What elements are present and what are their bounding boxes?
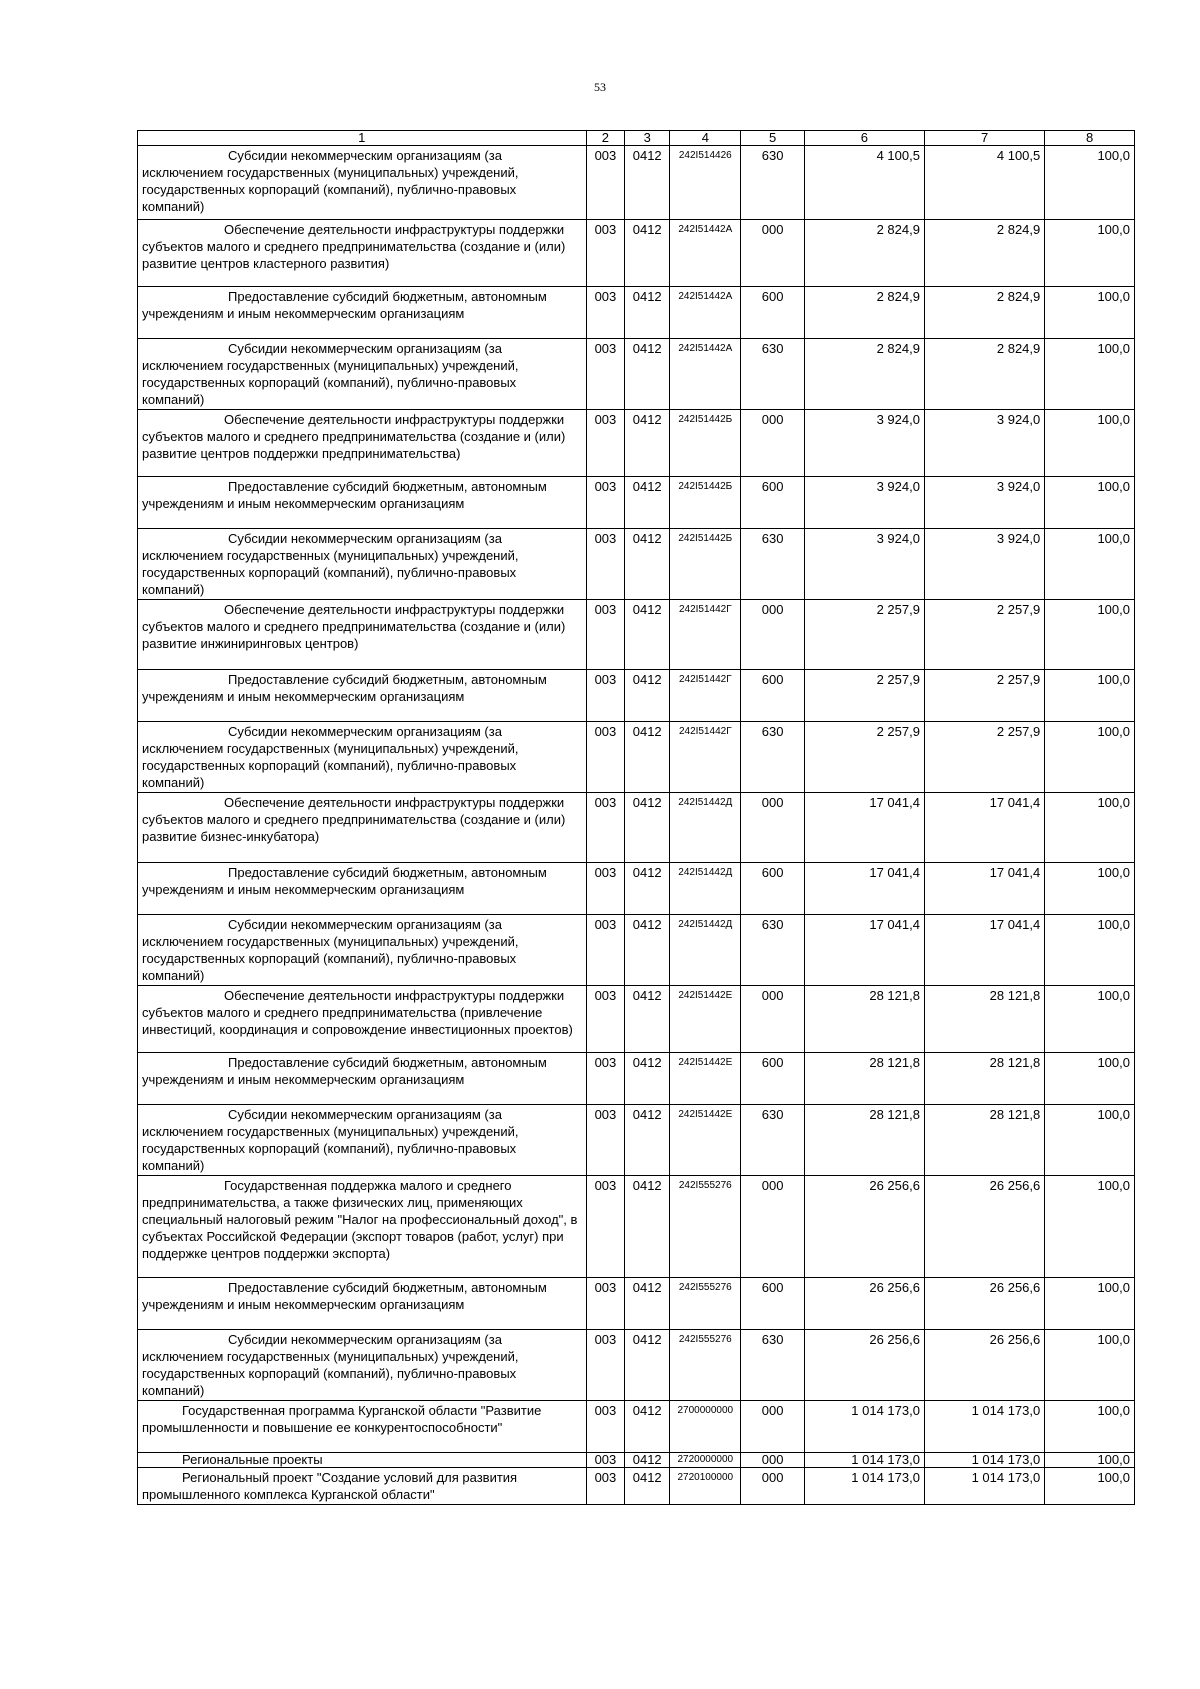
row-actual-cell: 3 924,0	[924, 477, 1044, 529]
row-target-code-cell: 242I51442Д	[670, 793, 741, 863]
row-section-cell: 0412	[625, 529, 670, 600]
row-actual-cell: 26 256,6	[924, 1176, 1044, 1278]
row-section-cell: 0412	[625, 986, 670, 1053]
row-plan-cell: 17 041,4	[804, 793, 924, 863]
row-section-cell: 0412	[625, 287, 670, 339]
table-row	[138, 1053, 1135, 1105]
row-percent-cell: 100,0	[1045, 146, 1135, 220]
table-row	[138, 1278, 1135, 1330]
table-row	[138, 1330, 1135, 1401]
row-name-cell: Предоставление субсидий бюджетным, автономным учреждениям и иным некоммерческим организациям	[138, 1053, 587, 1105]
row-target-code-cell: 242I51442Б	[670, 477, 741, 529]
row-actual-cell: 28 121,8	[924, 986, 1044, 1053]
row-code-cell: 003	[586, 1330, 625, 1401]
row-plan-cell: 2 257,9	[804, 600, 924, 670]
row-expense-type-cell: 000	[741, 220, 804, 287]
row-plan-cell: 3 924,0	[804, 410, 924, 477]
row-percent-cell: 100,0	[1045, 722, 1135, 793]
row-expense-type-cell: 000	[741, 986, 804, 1053]
table-row	[138, 287, 1135, 339]
row-expense-type-cell: 600	[741, 477, 804, 529]
row-name-cell: Предоставление субсидий бюджетным, автономным учреждениям и иным некоммерческим организациям	[138, 1278, 587, 1330]
row-target-code-cell: 242I51442A	[670, 287, 741, 339]
row-target-code-cell: 242I51442Г	[670, 722, 741, 793]
table-row	[138, 793, 1135, 863]
row-target-code-cell: 242I51442Б	[670, 410, 741, 477]
row-section-cell: 0412	[625, 146, 670, 220]
row-code-cell: 003	[586, 1053, 625, 1105]
row-expense-type-cell: 000	[741, 600, 804, 670]
row-section-cell: 0412	[625, 1105, 670, 1176]
row-code-cell: 003	[586, 670, 625, 722]
row-percent-cell: 100,0	[1045, 1468, 1135, 1505]
table-row	[138, 670, 1135, 722]
row-expense-type-cell: 630	[741, 1105, 804, 1176]
row-percent-cell: 100,0	[1045, 1176, 1135, 1278]
row-percent-cell: 100,0	[1045, 1053, 1135, 1105]
row-section-cell: 0412	[625, 793, 670, 863]
row-plan-cell: 17 041,4	[804, 915, 924, 986]
row-percent-cell: 100,0	[1045, 1401, 1135, 1453]
row-target-code-cell: 242I555276	[670, 1330, 741, 1401]
row-target-code-cell: 242I514426	[670, 146, 741, 220]
row-expense-type-cell: 600	[741, 863, 804, 915]
table-row	[138, 410, 1135, 477]
page-number: 53	[594, 80, 606, 94]
row-actual-cell: 2 257,9	[924, 670, 1044, 722]
row-code-cell: 003	[586, 220, 625, 287]
row-name-cell: Региональный проект "Создание условий для развития промышленного комплекса Курганской области"	[138, 1468, 587, 1505]
row-section-cell: 0412	[625, 863, 670, 915]
header-cell: 2	[586, 131, 625, 146]
row-name-cell: Субсидии некоммерческим организациям (за исключением государственных (муниципальных) учреждений, государственных корпораций (компаний), публично-правовых компаний)	[138, 529, 587, 600]
header-cell: 8	[1045, 131, 1135, 146]
row-section-cell: 0412	[625, 1053, 670, 1105]
row-percent-cell: 100,0	[1045, 863, 1135, 915]
row-code-cell: 003	[586, 986, 625, 1053]
header-cell: 1	[138, 131, 587, 146]
row-name-cell: Государственная программа Курганской области "Развитие промышленности и повышение ее конкурентоспособности"	[138, 1401, 587, 1453]
row-percent-cell: 100,0	[1045, 529, 1135, 600]
row-name-cell: Субсидии некоммерческим организациям (за исключением государственных (муниципальных) учреждений, государственных корпораций (компаний), публично-правовых компаний)	[138, 339, 587, 410]
row-percent-cell: 100,0	[1045, 600, 1135, 670]
row-code-cell: 003	[586, 863, 625, 915]
row-name-cell: Субсидии некоммерческим организациям (за исключением государственных (муниципальных) учреждений, государственных корпораций (компаний), публично-правовых компаний)	[138, 722, 587, 793]
row-actual-cell: 17 041,4	[924, 915, 1044, 986]
row-expense-type-cell: 630	[741, 339, 804, 410]
row-expense-type-cell: 630	[741, 529, 804, 600]
row-plan-cell: 2 257,9	[804, 722, 924, 793]
row-actual-cell: 1 014 173,0	[924, 1401, 1044, 1453]
row-code-cell: 003	[586, 529, 625, 600]
table-row	[138, 529, 1135, 600]
row-percent-cell: 100,0	[1045, 339, 1135, 410]
row-section-cell: 0412	[625, 1453, 670, 1468]
row-plan-cell: 28 121,8	[804, 1053, 924, 1105]
table-row	[138, 146, 1135, 220]
row-target-code-cell: 242I51442A	[670, 220, 741, 287]
row-section-cell: 0412	[625, 1278, 670, 1330]
row-plan-cell: 2 824,9	[804, 287, 924, 339]
row-expense-type-cell: 600	[741, 287, 804, 339]
row-section-cell: 0412	[625, 915, 670, 986]
row-percent-cell: 100,0	[1045, 477, 1135, 529]
row-actual-cell: 2 824,9	[924, 220, 1044, 287]
row-target-code-cell: 242I51442A	[670, 339, 741, 410]
row-percent-cell: 100,0	[1045, 1453, 1135, 1468]
row-percent-cell: 100,0	[1045, 986, 1135, 1053]
table-row	[138, 1453, 1135, 1468]
table-body	[138, 146, 1135, 1505]
row-expense-type-cell: 630	[741, 146, 804, 220]
row-percent-cell: 100,0	[1045, 220, 1135, 287]
row-target-code-cell: 2700000000	[670, 1401, 741, 1453]
row-target-code-cell: 242I51442Б	[670, 529, 741, 600]
row-plan-cell: 26 256,6	[804, 1278, 924, 1330]
row-code-cell: 003	[586, 1176, 625, 1278]
row-plan-cell: 4 100,5	[804, 146, 924, 220]
row-percent-cell: 100,0	[1045, 1105, 1135, 1176]
row-name-cell: Субсидии некоммерческим организациям (за исключением государственных (муниципальных) учреждений, государственных корпораций (компаний), публично-правовых компаний)	[138, 1105, 587, 1176]
row-actual-cell: 1 014 173,0	[924, 1453, 1044, 1468]
row-plan-cell: 26 256,6	[804, 1176, 924, 1278]
row-section-cell: 0412	[625, 1330, 670, 1401]
row-section-cell: 0412	[625, 339, 670, 410]
table-row	[138, 863, 1135, 915]
row-code-cell: 003	[586, 410, 625, 477]
row-actual-cell: 17 041,4	[924, 793, 1044, 863]
row-code-cell: 003	[586, 287, 625, 339]
row-expense-type-cell: 630	[741, 915, 804, 986]
row-actual-cell: 2 257,9	[924, 600, 1044, 670]
row-target-code-cell: 242I51442E	[670, 986, 741, 1053]
row-name-cell: Обеспечение деятельности инфраструктуры поддержки субъектов малого и среднего предпринимательства (привлечение инвестиций, координация и сопровождение инвестиционных проектов)	[138, 986, 587, 1053]
row-actual-cell: 28 121,8	[924, 1053, 1044, 1105]
table-row	[138, 220, 1135, 287]
row-section-cell: 0412	[625, 1176, 670, 1278]
row-expense-type-cell: 600	[741, 1053, 804, 1105]
table-row	[138, 986, 1135, 1053]
row-percent-cell: 100,0	[1045, 1330, 1135, 1401]
row-actual-cell: 2 824,9	[924, 339, 1044, 410]
row-actual-cell: 2 824,9	[924, 287, 1044, 339]
row-target-code-cell: 242I51442Г	[670, 600, 741, 670]
row-plan-cell: 28 121,8	[804, 1105, 924, 1176]
row-code-cell: 003	[586, 146, 625, 220]
table-row	[138, 600, 1135, 670]
row-target-code-cell: 242I51442Д	[670, 915, 741, 986]
row-plan-cell: 1 014 173,0	[804, 1468, 924, 1505]
row-plan-cell: 1 014 173,0	[804, 1401, 924, 1453]
row-target-code-cell: 242I555276	[670, 1176, 741, 1278]
row-plan-cell: 28 121,8	[804, 986, 924, 1053]
row-expense-type-cell: 000	[741, 1468, 804, 1505]
row-plan-cell: 2 257,9	[804, 670, 924, 722]
table-row	[138, 1401, 1135, 1453]
row-name-cell: Региональные проекты	[138, 1453, 587, 1468]
row-actual-cell: 26 256,6	[924, 1278, 1044, 1330]
table-row	[138, 1176, 1135, 1278]
row-section-cell: 0412	[625, 477, 670, 529]
row-percent-cell: 100,0	[1045, 793, 1135, 863]
table-row	[138, 477, 1135, 529]
row-target-code-cell: 2720000000	[670, 1453, 741, 1468]
row-name-cell: Предоставление субсидий бюджетным, автономным учреждениям и иным некоммерческим организациям	[138, 670, 587, 722]
row-section-cell: 0412	[625, 410, 670, 477]
budget-table	[137, 130, 1135, 1505]
row-section-cell: 0412	[625, 670, 670, 722]
row-expense-type-cell: 000	[741, 793, 804, 863]
row-plan-cell: 2 824,9	[804, 220, 924, 287]
row-name-cell: Обеспечение деятельности инфраструктуры поддержки субъектов малого и среднего предпринимательства (создание и (или) развитие центров поддержки предпринимательства)	[138, 410, 587, 477]
row-name-cell: Субсидии некоммерческим организациям (за исключением государственных (муниципальных) учреждений, государственных корпораций (компаний), публично-правовых компаний)	[138, 146, 587, 220]
header-cell: 4	[670, 131, 741, 146]
row-actual-cell: 17 041,4	[924, 863, 1044, 915]
row-expense-type-cell: 630	[741, 1330, 804, 1401]
row-section-cell: 0412	[625, 722, 670, 793]
table-row	[138, 915, 1135, 986]
row-code-cell: 003	[586, 915, 625, 986]
table-row	[138, 1468, 1135, 1505]
row-percent-cell: 100,0	[1045, 410, 1135, 477]
header-cell: 3	[625, 131, 670, 146]
row-expense-type-cell: 000	[741, 1453, 804, 1468]
table-row	[138, 339, 1135, 410]
row-percent-cell: 100,0	[1045, 670, 1135, 722]
row-expense-type-cell: 600	[741, 670, 804, 722]
row-target-code-cell: 2720100000	[670, 1468, 741, 1505]
row-actual-cell: 3 924,0	[924, 529, 1044, 600]
row-name-cell: Государственная поддержка малого и среднего предпринимательства, а также физических лиц, применяющих специальный налоговый режим "Налог на профессиональный доход", в субъектах Российской Федерации (экспорт товаров (работ, услуг) при поддержке центров поддержки экспорта)	[138, 1176, 587, 1278]
row-expense-type-cell: 630	[741, 722, 804, 793]
table-row	[138, 722, 1135, 793]
row-actual-cell: 26 256,6	[924, 1330, 1044, 1401]
row-code-cell: 003	[586, 793, 625, 863]
row-code-cell: 003	[586, 477, 625, 529]
header-cell: 5	[741, 131, 804, 146]
row-code-cell: 003	[586, 1278, 625, 1330]
row-name-cell: Обеспечение деятельности инфраструктуры поддержки субъектов малого и среднего предпринимательства (создание и (или) развитие бизнес-инкубатора)	[138, 793, 587, 863]
row-code-cell: 003	[586, 1105, 625, 1176]
header-cell: 7	[924, 131, 1044, 146]
row-section-cell: 0412	[625, 1401, 670, 1453]
row-section-cell: 0412	[625, 1468, 670, 1505]
header-cell: 6	[804, 131, 924, 146]
row-code-cell: 003	[586, 722, 625, 793]
row-actual-cell: 1 014 173,0	[924, 1468, 1044, 1505]
row-name-cell: Предоставление субсидий бюджетным, автономным учреждениям и иным некоммерческим организациям	[138, 287, 587, 339]
row-expense-type-cell: 000	[741, 1176, 804, 1278]
row-actual-cell: 2 257,9	[924, 722, 1044, 793]
table-row	[138, 1105, 1135, 1176]
row-target-code-cell: 242I51442Г	[670, 670, 741, 722]
row-name-cell: Предоставление субсидий бюджетным, автономным учреждениям и иным некоммерческим организациям	[138, 863, 587, 915]
row-section-cell: 0412	[625, 220, 670, 287]
row-plan-cell: 26 256,6	[804, 1330, 924, 1401]
row-section-cell: 0412	[625, 600, 670, 670]
row-code-cell: 003	[586, 1401, 625, 1453]
row-percent-cell: 100,0	[1045, 287, 1135, 339]
row-expense-type-cell: 000	[741, 410, 804, 477]
row-name-cell: Субсидии некоммерческим организациям (за исключением государственных (муниципальных) учреждений, государственных корпораций (компаний), публично-правовых компаний)	[138, 1330, 587, 1401]
row-plan-cell: 1 014 173,0	[804, 1453, 924, 1468]
row-plan-cell: 17 041,4	[804, 863, 924, 915]
row-name-cell: Предоставление субсидий бюджетным, автономным учреждениям и иным некоммерческим организациям	[138, 477, 587, 529]
row-percent-cell: 100,0	[1045, 915, 1135, 986]
row-target-code-cell: 242I51442Д	[670, 863, 741, 915]
row-plan-cell: 3 924,0	[804, 529, 924, 600]
header-row	[138, 131, 1135, 146]
row-plan-cell: 3 924,0	[804, 477, 924, 529]
row-plan-cell: 2 824,9	[804, 339, 924, 410]
row-code-cell: 003	[586, 1468, 625, 1505]
row-expense-type-cell: 600	[741, 1278, 804, 1330]
row-code-cell: 003	[586, 1453, 625, 1468]
row-code-cell: 003	[586, 339, 625, 410]
row-target-code-cell: 242I555276	[670, 1278, 741, 1330]
row-name-cell: Обеспечение деятельности инфраструктуры поддержки субъектов малого и среднего предпринимательства (создание и (или) развитие инжиниринговых центров)	[138, 600, 587, 670]
row-target-code-cell: 242I51442E	[670, 1053, 741, 1105]
row-code-cell: 003	[586, 600, 625, 670]
row-name-cell: Субсидии некоммерческим организациям (за исключением государственных (муниципальных) учреждений, государственных корпораций (компаний), публично-правовых компаний)	[138, 915, 587, 986]
row-percent-cell: 100,0	[1045, 1278, 1135, 1330]
row-actual-cell: 28 121,8	[924, 1105, 1044, 1176]
row-actual-cell: 3 924,0	[924, 410, 1044, 477]
row-name-cell: Обеспечение деятельности инфраструктуры поддержки субъектов малого и среднего предпринимательства (создание и (или) развитие центров кластерного развития)	[138, 220, 587, 287]
row-actual-cell: 4 100,5	[924, 146, 1044, 220]
row-expense-type-cell: 000	[741, 1401, 804, 1453]
row-target-code-cell: 242I51442E	[670, 1105, 741, 1176]
